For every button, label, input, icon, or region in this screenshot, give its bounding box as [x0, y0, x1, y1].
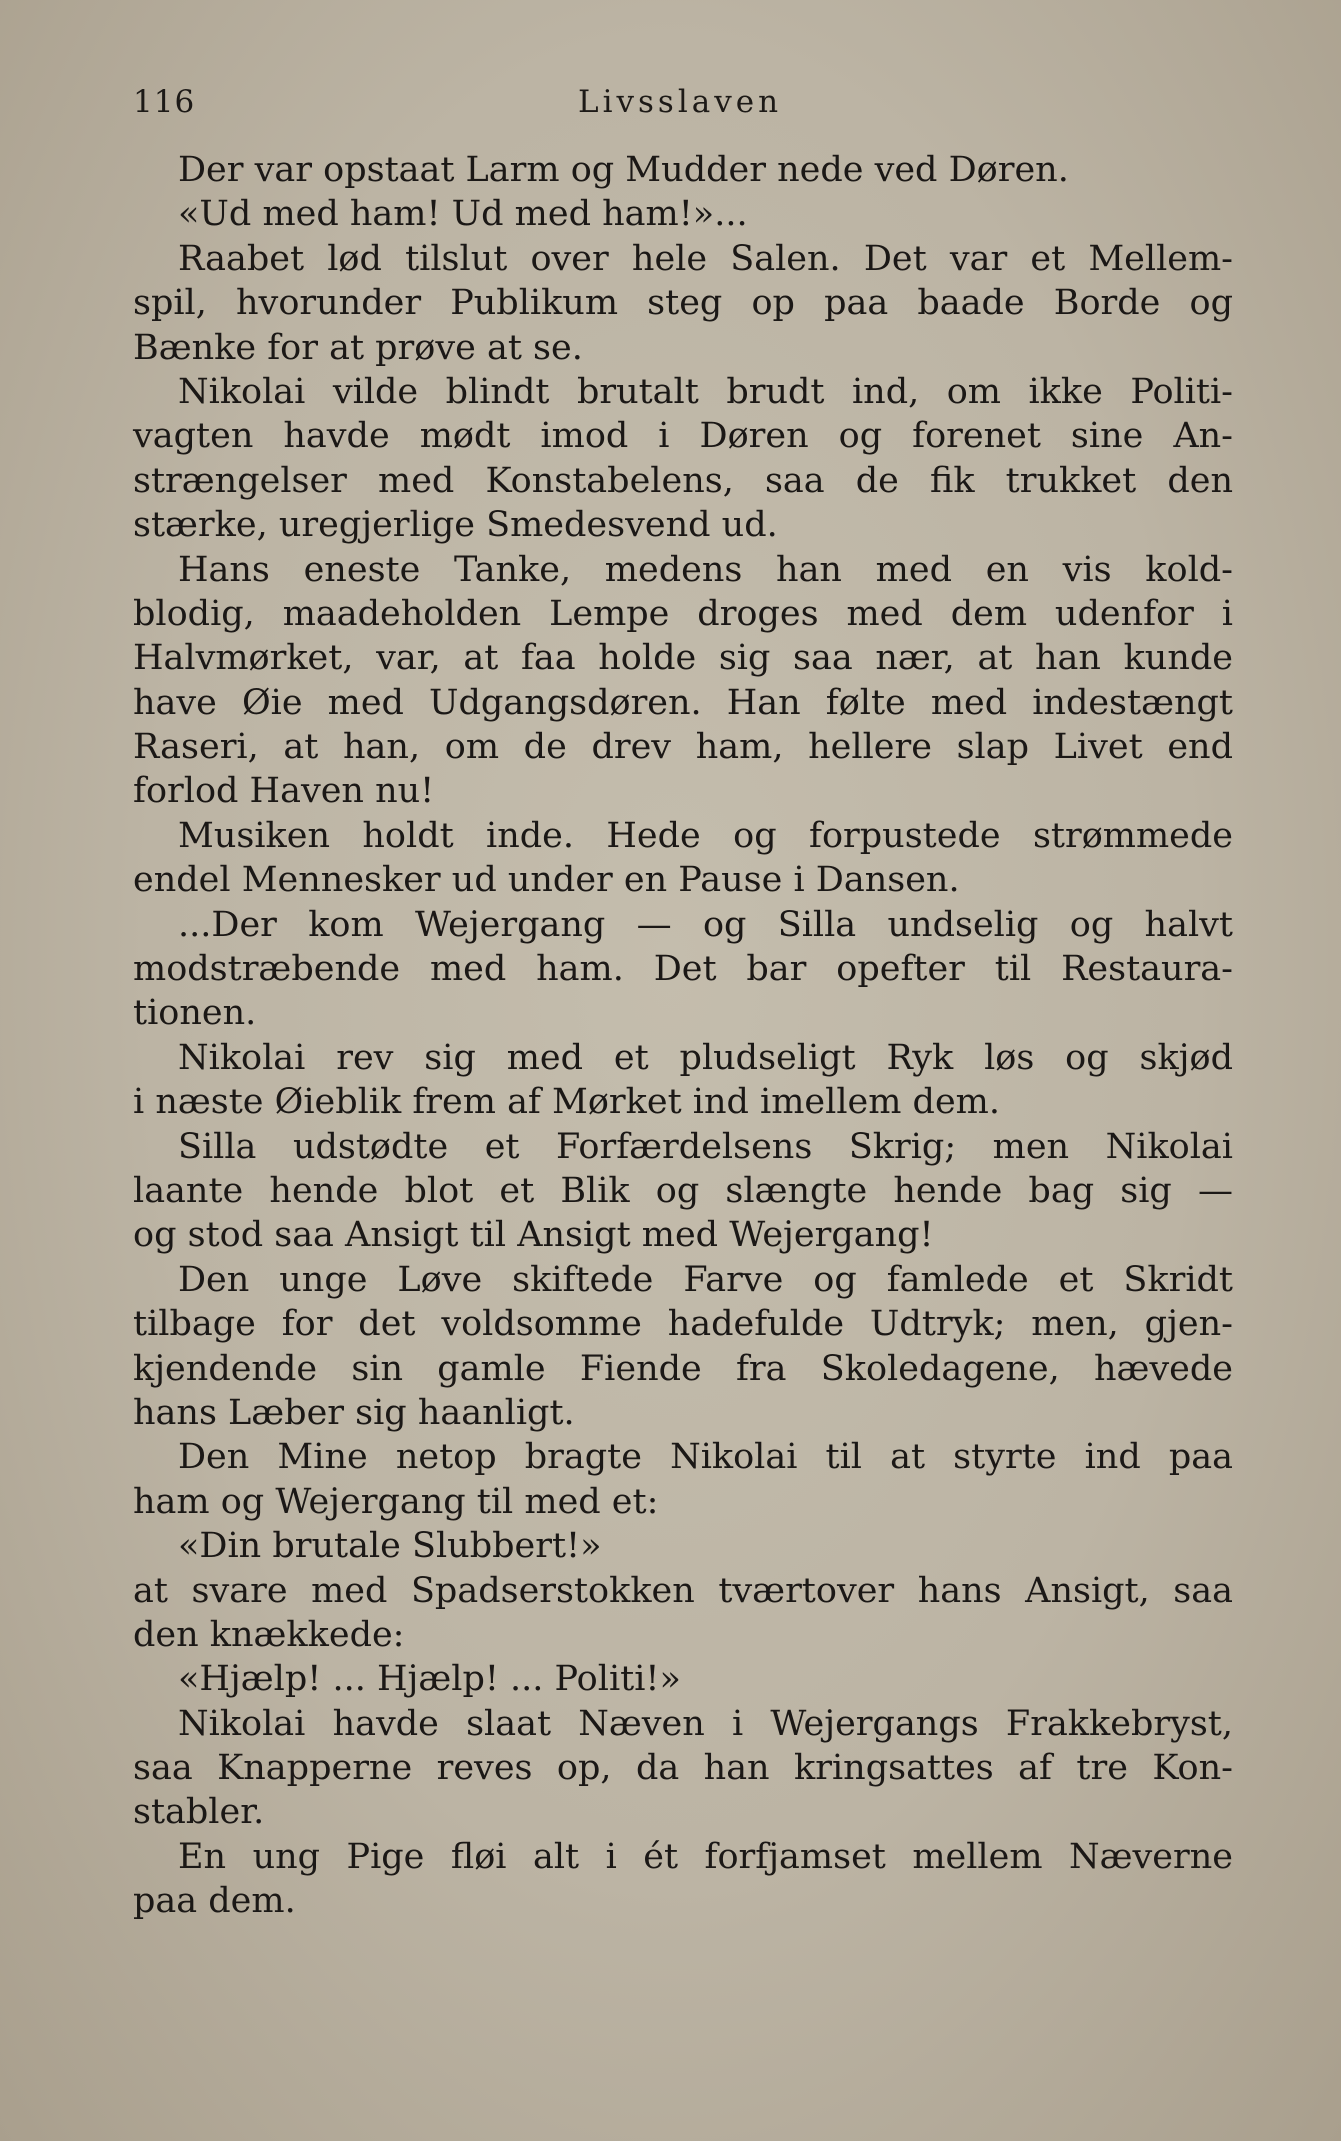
text-line: «Ud med ham! Ud med ham!»...: [178, 194, 748, 235]
text-line: Nikolai vilde blindt brutalt brudt ind, om ikke Politi-: [178, 371, 1233, 412]
text-line: saa Knapperne reves op, da han kringsattes af tre Kon-: [133, 1748, 1233, 1789]
text-line: hans Læber sig haanligt.: [133, 1392, 575, 1433]
text-line: laante hende blot et Blik og slængte hende bag sig —: [133, 1170, 1233, 1211]
text-line: strængelser med Konstabelens, saa de fik trukket den: [133, 460, 1233, 501]
text-line: ...Der kom Wejergang — og Silla undselig og halvt: [178, 904, 1233, 945]
text-line: «Din brutale Slubbert!»: [178, 1526, 602, 1567]
text-line: og stod saa Ansigt til Ansigt med Wejergang!: [133, 1215, 934, 1256]
text-line: ham og Wejergang til med et:: [133, 1481, 659, 1522]
text-line: spil, hvorunder Publikum steg op paa baade Borde og: [133, 283, 1233, 324]
text-line: Der var opstaat Larm og Mudder nede ved Døren.: [178, 150, 1069, 190]
text-line: Bænke for at prøve at se.: [133, 327, 583, 368]
text-line: stærke, uregjerlige Smedesvend ud.: [133, 505, 778, 546]
text-line: tionen.: [133, 993, 257, 1034]
text-line: paa dem.: [133, 1881, 296, 1922]
text-line: den knækkede:: [133, 1614, 405, 1655]
text-line: Raseri, at han, om de drev ham, hellere slap Livet end: [133, 727, 1233, 768]
text-line: have Øie med Udgangsdøren. Han følte med indestængt: [133, 682, 1233, 723]
text-line: modstræbende med ham. Det bar opefter til Restaura-: [133, 949, 1233, 990]
text-line: Den Mine netop bragte Nikolai til at styrte ind paa: [178, 1437, 1233, 1478]
text-line: endel Mennesker ud under en Pause i Dansen.: [133, 860, 960, 901]
text-line: Hans eneste Tanke, medens han med en vis kold-: [178, 549, 1233, 590]
text-line: blodig, maadeholden Lempe droges med dem udenfor i: [133, 593, 1233, 634]
text-line: i næste Øieblik frem af Mørket ind imellem dem.: [133, 1082, 1000, 1123]
text-line: tilbage for det voldsomme hadefulde Udtryk; men, gjen-: [133, 1304, 1233, 1345]
text-line: kjendende sin gamle Fiende fra Skoledagene, hævede: [133, 1348, 1233, 1389]
text-line: at svare med Spadserstokken tværtover hans Ansigt, saa: [133, 1570, 1233, 1611]
page-header: [133, 84, 1233, 128]
text-line: Nikolai havde slaat Næven i Wejergangs Frakkebryst,: [178, 1703, 1233, 1744]
running-title: Livsslaven: [578, 84, 783, 120]
text-line: Silla udstødte et Forfærdelsens Skrig; men Nikolai: [178, 1126, 1233, 1167]
text-line: Nikolai rev sig med et pludseligt Ryk løs og skjød: [178, 1037, 1233, 1078]
text-line: «Hjælp! ... Hjælp! ... Politi!»: [178, 1659, 681, 1700]
text-line: En ung Pige fløi alt i ét forfjamset mellem Næverne: [178, 1836, 1233, 1877]
text-line: Musiken holdt inde. Hede og forpustede strømmede: [178, 815, 1233, 856]
page-number: 116: [133, 84, 196, 120]
text-line: Raabet lød tilslut over hele Salen. Det var et Mellem-: [178, 238, 1233, 279]
text-line: Den unge Løve skiftede Farve og famlede et Skridt: [178, 1259, 1233, 1300]
text-line: vagten havde mødt imod i Døren og forenet sine An-: [133, 416, 1233, 457]
body-text: [133, 148, 1233, 1924]
text-line: forlod Haven nu!: [133, 771, 435, 812]
text-line: Halvmørket, var, at faa holde sig saa nær, at han kunde: [133, 638, 1233, 679]
text-line: stabler.: [133, 1792, 265, 1833]
